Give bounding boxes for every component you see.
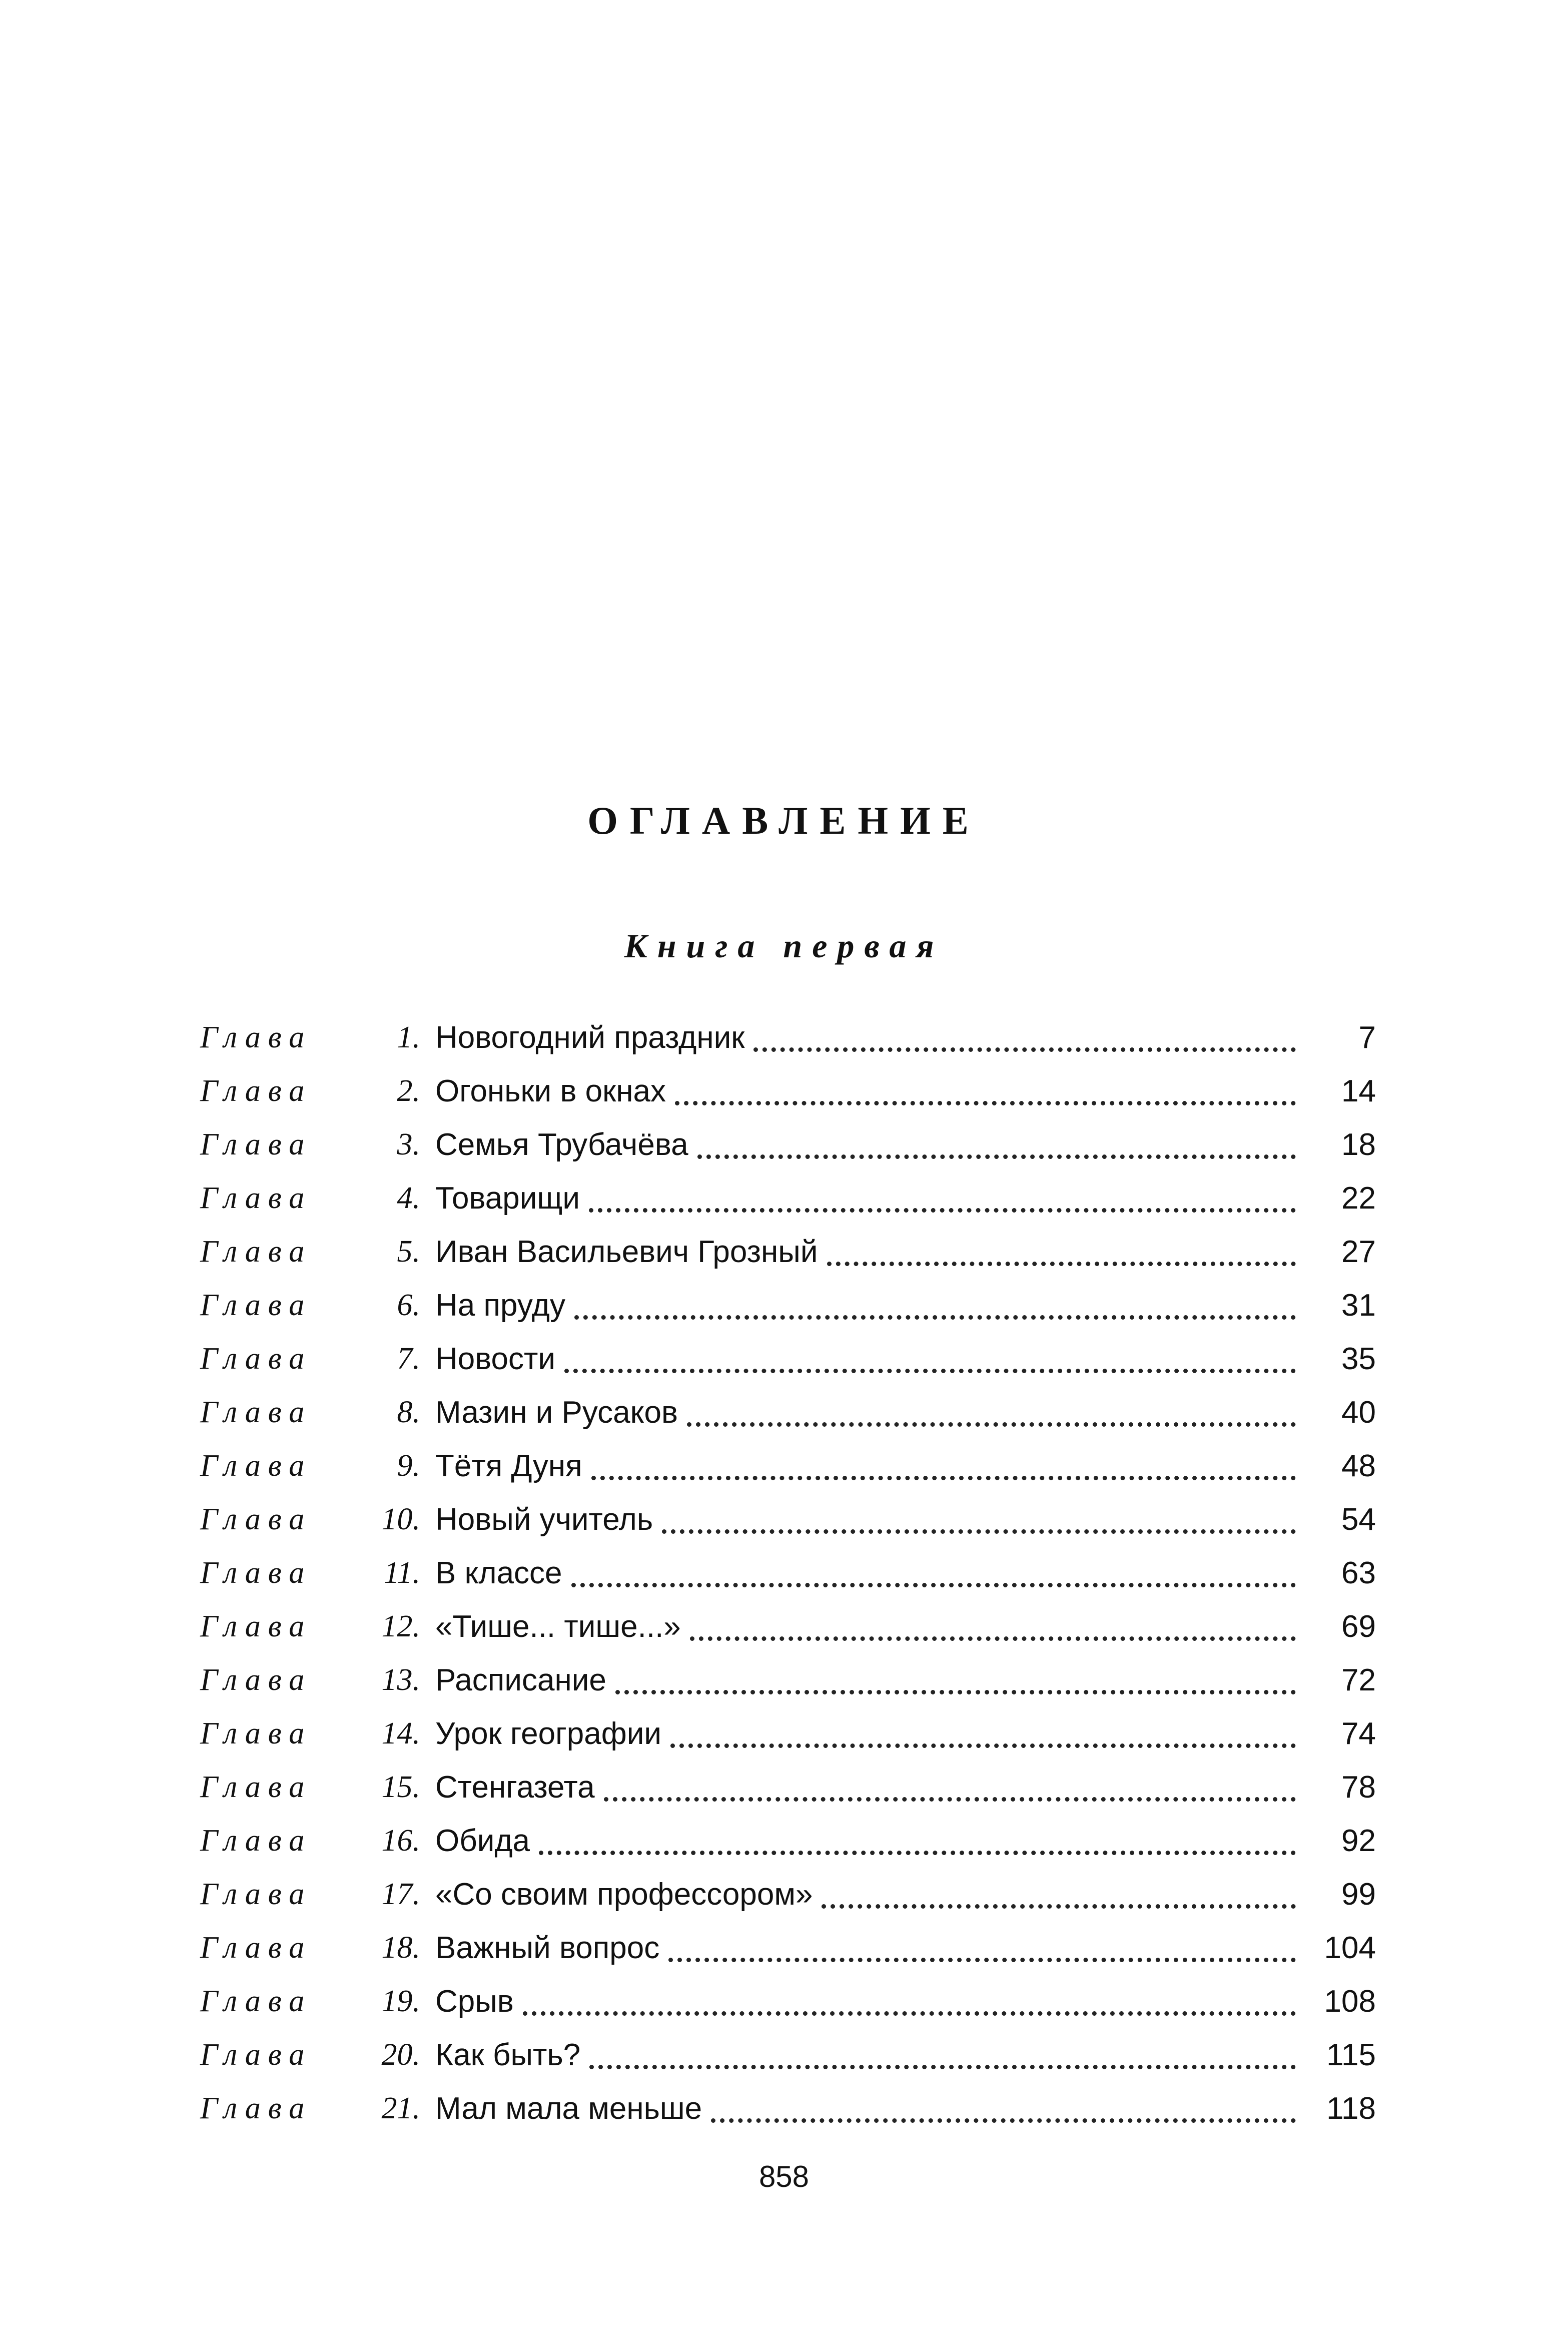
chapter-title: Стенгазета xyxy=(427,1770,601,1805)
chapter-title: Новогодний праздник xyxy=(427,1020,750,1055)
toc-entry xyxy=(200,1707,1376,1761)
chapter-page-number: 48 xyxy=(1341,1449,1376,1483)
chapter-title: «Тише... тише...» xyxy=(427,1609,687,1644)
chapter-title: Как быть? xyxy=(427,2037,586,2073)
chapter-page-number: 72 xyxy=(1341,1663,1376,1697)
chapter-page-number: 99 xyxy=(1341,1877,1376,1912)
dot-leader xyxy=(615,1659,1296,1694)
toc-entry xyxy=(200,1546,1376,1600)
chapter-number: 7. xyxy=(397,1342,420,1376)
page-title: ОГЛАВЛЕНИЕ xyxy=(587,799,981,842)
dot-leader xyxy=(697,1123,1296,1159)
chapter-word: Глава xyxy=(200,1288,312,1322)
chapter-word: Глава xyxy=(200,1449,312,1483)
chapter-number: 8. xyxy=(397,1395,420,1429)
toc-entry xyxy=(200,1386,1376,1439)
chapter-page-number: 115 xyxy=(1326,2038,1376,2072)
toc-entry xyxy=(200,1921,1376,1975)
chapter-page-number: 108 xyxy=(1324,1984,1376,2019)
dot-leader xyxy=(574,1284,1296,1320)
dot-leader xyxy=(753,1016,1296,1052)
toc-entry xyxy=(200,1439,1376,1493)
chapter-number: 10. xyxy=(381,1502,420,1536)
chapter-title: Урок географии xyxy=(427,1716,667,1752)
chapter-page-number: 63 xyxy=(1341,1556,1376,1590)
chapter-page-number: 18 xyxy=(1341,1127,1376,1162)
toc-entry xyxy=(200,1653,1376,1707)
chapter-title: Иван Васильевич Грозный xyxy=(427,1234,824,1270)
chapter-page-number: 74 xyxy=(1341,1716,1376,1751)
chapter-word: Глава xyxy=(200,1074,312,1108)
chapter-word: Глава xyxy=(200,1716,312,1751)
chapter-word: Глава xyxy=(200,1181,312,1215)
chapter-page-number: 69 xyxy=(1341,1609,1376,1644)
chapter-word: Глава xyxy=(200,1235,312,1269)
chapter-number: 21. xyxy=(381,2091,420,2125)
chapter-page-number: 27 xyxy=(1341,1235,1376,1269)
dot-leader xyxy=(675,1070,1296,1105)
chapter-title: Товарищи xyxy=(427,1181,586,1216)
chapter-page-number: 78 xyxy=(1341,1770,1376,1805)
toc-entry xyxy=(200,1225,1376,1279)
chapter-page-number: 54 xyxy=(1341,1502,1376,1537)
chapter-word: Глава xyxy=(200,1502,312,1536)
toc-entry xyxy=(200,1332,1376,1386)
chapter-word: Глава xyxy=(200,1342,312,1376)
chapter-title: Тётя Дуня xyxy=(427,1448,588,1484)
chapter-title: Семья Трубачёва xyxy=(427,1127,694,1162)
chapter-title: В классе xyxy=(427,1555,568,1591)
dot-leader xyxy=(591,1445,1296,1480)
dot-leader xyxy=(662,1498,1296,1534)
chapter-number: 4. xyxy=(397,1181,420,1215)
toc-entry xyxy=(200,1064,1376,1118)
dot-leader xyxy=(589,1177,1296,1213)
chapter-word: Глава xyxy=(200,1770,312,1804)
chapter-title: Мал мала меньше xyxy=(427,2091,708,2126)
dot-leader xyxy=(523,1980,1296,2016)
dot-leader xyxy=(690,1605,1296,1641)
toc-entry xyxy=(200,1868,1376,1921)
chapter-word: Глава xyxy=(200,1824,312,1858)
chapter-title: Расписание xyxy=(427,1662,612,1698)
chapter-title: Огоньки в окнах xyxy=(427,1073,672,1109)
chapter-title: Мазин и Русаков xyxy=(427,1395,684,1430)
chapter-number: 19. xyxy=(381,1984,420,2018)
chapter-number: 3. xyxy=(397,1127,420,1161)
chapter-word: Глава xyxy=(200,2038,312,2072)
toc-entry xyxy=(200,1172,1376,1225)
chapter-page-number: 118 xyxy=(1326,2091,1376,2126)
dot-leader xyxy=(604,1766,1296,1802)
chapter-word: Глава xyxy=(200,1127,312,1161)
chapter-number: 16. xyxy=(381,1824,420,1858)
chapter-number: 11. xyxy=(384,1556,420,1590)
chapter-word: Глава xyxy=(200,1609,312,1643)
chapter-page-number: 104 xyxy=(1324,1931,1376,1965)
chapter-word: Глава xyxy=(200,1556,312,1590)
dot-leader xyxy=(571,1552,1296,1587)
chapter-page-number: 35 xyxy=(1341,1342,1376,1376)
chapter-number: 17. xyxy=(381,1877,420,1911)
table-of-contents xyxy=(200,1011,1376,2135)
dot-leader xyxy=(670,1712,1296,1748)
section-title: Книга первая xyxy=(624,927,944,965)
chapter-word: Глава xyxy=(200,1395,312,1429)
dot-leader xyxy=(711,2087,1296,2123)
chapter-number: 20. xyxy=(381,2038,420,2072)
chapter-title: «Со своим профессором» xyxy=(427,1877,819,1912)
chapter-page-number: 14 xyxy=(1341,1074,1376,1108)
chapter-word: Глава xyxy=(200,1877,312,1911)
chapter-number: 18. xyxy=(381,1931,420,1965)
toc-entry xyxy=(200,2082,1376,2135)
chapter-page-number: 22 xyxy=(1341,1181,1376,1216)
toc-entry xyxy=(200,1493,1376,1546)
chapter-number: 2. xyxy=(397,1074,420,1108)
chapter-word: Глава xyxy=(200,1663,312,1697)
page-number: 858 xyxy=(758,2160,810,2193)
chapter-title: Новости xyxy=(427,1341,561,1377)
chapter-title: Срыв xyxy=(427,1984,520,2019)
dot-leader xyxy=(687,1391,1296,1427)
chapter-number: 6. xyxy=(397,1288,420,1322)
chapter-number: 5. xyxy=(397,1235,420,1269)
toc-entry xyxy=(200,1814,1376,1868)
chapter-number: 15. xyxy=(381,1770,420,1804)
chapter-number: 14. xyxy=(381,1716,420,1751)
chapter-word: Глава xyxy=(200,1984,312,2018)
chapter-word: Глава xyxy=(200,1020,312,1054)
chapter-page-number: 7 xyxy=(1358,1020,1376,1055)
dot-leader xyxy=(827,1231,1296,1266)
chapter-word: Глава xyxy=(200,1931,312,1965)
chapter-title: Обида xyxy=(427,1823,536,1859)
toc-entry xyxy=(200,1761,1376,1814)
dot-leader xyxy=(668,1927,1296,1962)
chapter-title: На пруду xyxy=(427,1288,571,1323)
chapter-number: 12. xyxy=(381,1609,420,1643)
chapter-page-number: 92 xyxy=(1341,1824,1376,1858)
toc-entry xyxy=(200,1600,1376,1653)
toc-entry xyxy=(200,1279,1376,1332)
dot-leader xyxy=(822,1873,1296,1909)
dot-leader xyxy=(539,1820,1296,1855)
chapter-number: 13. xyxy=(381,1663,420,1697)
toc-entry xyxy=(200,1975,1376,2028)
dot-leader xyxy=(564,1338,1296,1373)
chapter-title: Важный вопрос xyxy=(427,1930,665,1966)
toc-entry xyxy=(200,1011,1376,1064)
chapter-word: Глава xyxy=(200,2091,312,2125)
toc-entry xyxy=(200,2028,1376,2082)
chapter-title: Новый учитель xyxy=(427,1502,659,1537)
chapter-page-number: 40 xyxy=(1341,1395,1376,1430)
chapter-number: 9. xyxy=(397,1449,420,1483)
chapter-number: 1. xyxy=(397,1020,420,1054)
chapter-page-number: 31 xyxy=(1341,1288,1376,1323)
dot-leader xyxy=(589,2034,1296,2069)
toc-entry xyxy=(200,1118,1376,1172)
